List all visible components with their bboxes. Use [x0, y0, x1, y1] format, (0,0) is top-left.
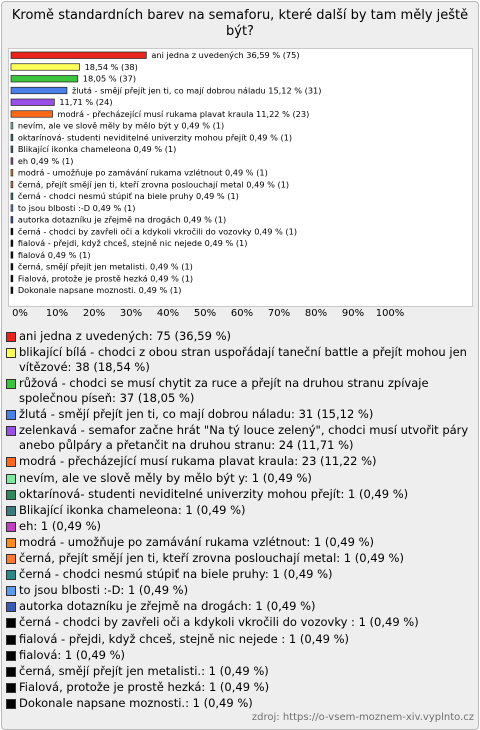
legend-label: zelenkavá - semafor začne hrát "Na tý louce zelený", chodci musí utvořit páry anebo půlpáry a přetančit na druhou stranu: 24 (11,71 %) — [19, 423, 469, 453]
legend-item — [6, 376, 474, 406]
bar-label-2: 18,05 % (37) — [82, 73, 137, 84]
bar-label-7: oktarínová- studenti neviditelné univerzity mohou přejít 0,49 % (1) — [17, 132, 293, 143]
legend-swatch — [6, 379, 16, 389]
bar-label-11: černá, přejít smějí jen ti, kteří zrovna poslouchají metal 0,49 % (1) — [17, 179, 290, 190]
legend-item — [6, 583, 474, 598]
bar-5 — [11, 111, 53, 118]
bar-12 — [11, 193, 13, 200]
legend-swatch — [6, 651, 16, 661]
legend-item — [6, 329, 474, 344]
bar-label-10: modrá - umožňuje po zamávání rukama vzlétnout 0,49 % (1) — [17, 167, 268, 178]
legend-swatch — [6, 426, 16, 436]
legend-swatch — [6, 522, 16, 532]
x-tick-label: 100% — [375, 308, 405, 319]
legend-item — [6, 551, 474, 566]
legend-label: černá, přejít smějí jen ti, kteří zrovna poslouchají metal: 1 (0,49 %) — [19, 551, 404, 566]
legend-item — [6, 615, 474, 630]
bar-9 — [11, 158, 13, 165]
bar-label-15: černá - chodci by zavřeli oči a kdykoli vkročili do vozovky 0,49 % (1) — [17, 226, 298, 237]
legend-label: modrá - umožňuje po zamávání rukama vzlétnout: 1 (0,49 %) — [19, 534, 374, 549]
x-tick-label: 40% — [156, 308, 180, 319]
legend-swatch — [6, 332, 16, 342]
legend-item — [6, 407, 474, 422]
legend-swatch — [6, 667, 16, 677]
bar-10 — [11, 170, 13, 177]
legend-label: oktarínová- studenti neviditelné univerzity mohou přejít: 1 (0,49 %) — [19, 486, 409, 501]
legend-label: modrá - přecházející musí rukama plavat kraula: 23 (11,22 %) — [19, 454, 377, 469]
bar-18 — [11, 264, 13, 271]
x-tick-label: 20% — [82, 308, 106, 319]
bar-label-18: černá, smějí přejít jen metalisti. 0,49 % (1) — [17, 261, 193, 272]
legend-label: černá, smějí přejít jen metalisti.: 1 (0,49 %) — [19, 663, 269, 678]
bar-label-13: to jsou blbosti :-D 0,49 % (1) — [17, 202, 136, 213]
bar-7 — [11, 134, 13, 141]
bar-13 — [11, 205, 13, 212]
legend-label: fialová: 1 (0,49 %) — [19, 647, 126, 662]
x-tick-label: 80% — [304, 308, 328, 319]
legend-item — [6, 680, 474, 695]
bar-19 — [11, 275, 13, 282]
bar-1 — [11, 64, 80, 71]
legend-label: nevím, ale ve slově měly by mělo být y: 1 (0,49 %) — [19, 470, 312, 485]
bar-label-4: 11,71 % (24) — [59, 97, 113, 107]
bar-14 — [11, 217, 13, 224]
legend-swatch — [6, 506, 16, 516]
legend-item — [6, 519, 474, 534]
legend-swatch — [6, 474, 16, 484]
bar-0 — [11, 52, 146, 59]
x-tick-label: 10% — [45, 308, 69, 319]
x-tick-label: 30% — [119, 308, 143, 319]
legend-label: fialová - přejdi, když chceš, stejně nic nejede : 1 (0,49 %) — [19, 631, 350, 646]
bar-16 — [11, 240, 13, 247]
x-axis — [8, 308, 471, 324]
legend-item — [6, 648, 474, 663]
legend-item — [6, 567, 474, 582]
bar-label-16: fialová - přejdi, když chceš, stejně nic nejede 0,49 % (1) — [17, 238, 248, 248]
bar-15 — [11, 228, 13, 235]
legend-item — [6, 345, 474, 375]
legend-item — [6, 632, 474, 647]
legend-item — [6, 423, 474, 453]
legend-label: černá - chodci nesmú stúpiť na biele pruhy: 1 (0,49 %) — [19, 567, 333, 582]
legend-swatch — [6, 586, 16, 596]
x-tick-label: 60% — [230, 308, 254, 319]
legend-swatch — [6, 457, 16, 467]
plot-area — [8, 48, 473, 307]
legend-item — [6, 664, 474, 679]
legend-item — [6, 599, 474, 614]
bar-3 — [11, 87, 67, 94]
bar-4 — [11, 99, 54, 106]
x-tick-label: 70% — [267, 308, 291, 319]
legend-swatch — [6, 348, 16, 358]
bar-17 — [11, 252, 13, 259]
source-credit: zdroj: https://o-vsem-moznem-xiv.vyplnto.cz — [251, 712, 474, 723]
legend-swatch — [6, 554, 16, 564]
chart-title: Kromě standardních barev na semaforu, které další by tam měly ještě být? — [11, 8, 469, 39]
bar-11 — [11, 181, 13, 188]
bar-label-6: nevím, ale ve slově měly by mělo být y 0,49 % (1) — [17, 120, 225, 131]
legend — [6, 329, 474, 712]
legend-item — [6, 535, 474, 550]
bar-label-17: fialová 0,49 % (1) — [17, 249, 91, 260]
bar-20 — [11, 287, 13, 294]
legend-swatch — [6, 699, 16, 709]
legend-swatch — [6, 490, 16, 500]
x-tick-label: 50% — [193, 308, 217, 319]
bar-label-12: černá - chodci nesmú stúpiť na biele pruhy 0,49 % (1) — [17, 191, 239, 201]
legend-item — [6, 471, 474, 486]
bar-label-9: eh 0,49 % (1) — [17, 155, 74, 166]
bar-label-8: Blikající ikonka chameleona 0,49 % (1) — [17, 144, 177, 154]
legend-label: černá - chodci by zavřeli oči a kdykoli vkročili do vozovky : 1 (0,49 %) — [19, 615, 419, 630]
legend-item — [6, 454, 474, 469]
bar-chart — [9, 49, 472, 306]
legend-item — [6, 503, 474, 518]
bar-8 — [11, 146, 13, 153]
legend-label: Dokonale napsane moznosti.: 1 (0,49 %) — [19, 695, 253, 710]
bar-label-14: autorka dotazníku je zřejmě na drogách 0,49 % (1) — [17, 214, 227, 225]
legend-label: autorka dotazníku je zřejmě na drogách: 1 (0,49 %) — [19, 599, 316, 614]
legend-label: Blikající ikonka chameleona: 1 (0,49 %) — [19, 502, 246, 517]
legend-label: to jsou blbosti :-D: 1 (0,49 %) — [19, 583, 189, 598]
legend-label: růžová - chodci se musí chytit za ruce a přejít na druhou stranu zpívaje společnou píseň: 37 (18,05 %) — [19, 376, 429, 406]
bar-label-0: ani jedna z uvedených 36,59 % (75) — [151, 50, 300, 60]
legend-swatch — [6, 538, 16, 548]
legend-label: žlutá - smějí přejít jen ti, co mají dobrou náladu: 31 (15,12 %) — [19, 407, 374, 422]
bar-label-5: modrá - přecházející musí rukama plavat kraula 11,22 % (23) — [57, 108, 310, 119]
legend-swatch — [6, 683, 16, 693]
legend-swatch — [6, 635, 16, 645]
legend-swatch — [6, 570, 16, 580]
bar-label-20: Dokonale napsane moznosti. 0,49 % (1) — [17, 285, 182, 295]
legend-item — [6, 696, 474, 711]
x-tick-label: 0% — [12, 308, 28, 319]
bar-label-19: Fialová, protože je prostě hezká 0,49 % (1) — [17, 273, 194, 284]
bar-6 — [11, 123, 13, 130]
bar-label-3: žlutá - smějí přejít jen ti, co mají dobrou náladu 15,12 % (31) — [71, 85, 322, 96]
legend-label: blikající bílá - chodci z obou stran uspořádají taneční battle a přejít mohou jen vítězové: 38 (18,54 %) — [19, 345, 467, 375]
legend-swatch — [6, 602, 16, 612]
legend-label: Fialová, protože je prostě hezká: 1 (0,49 %) — [19, 679, 270, 694]
legend-label: eh: 1 (0,49 %) — [19, 518, 102, 533]
legend-item — [6, 487, 474, 502]
legend-swatch — [6, 618, 16, 628]
legend-swatch — [6, 410, 16, 420]
bar-label-1: 18,54 % (38) — [84, 61, 138, 72]
x-tick-label: 90% — [341, 308, 365, 319]
legend-label: ani jedna z uvedených: 75 (36,59 %) — [19, 329, 231, 343]
bar-2 — [11, 76, 78, 83]
